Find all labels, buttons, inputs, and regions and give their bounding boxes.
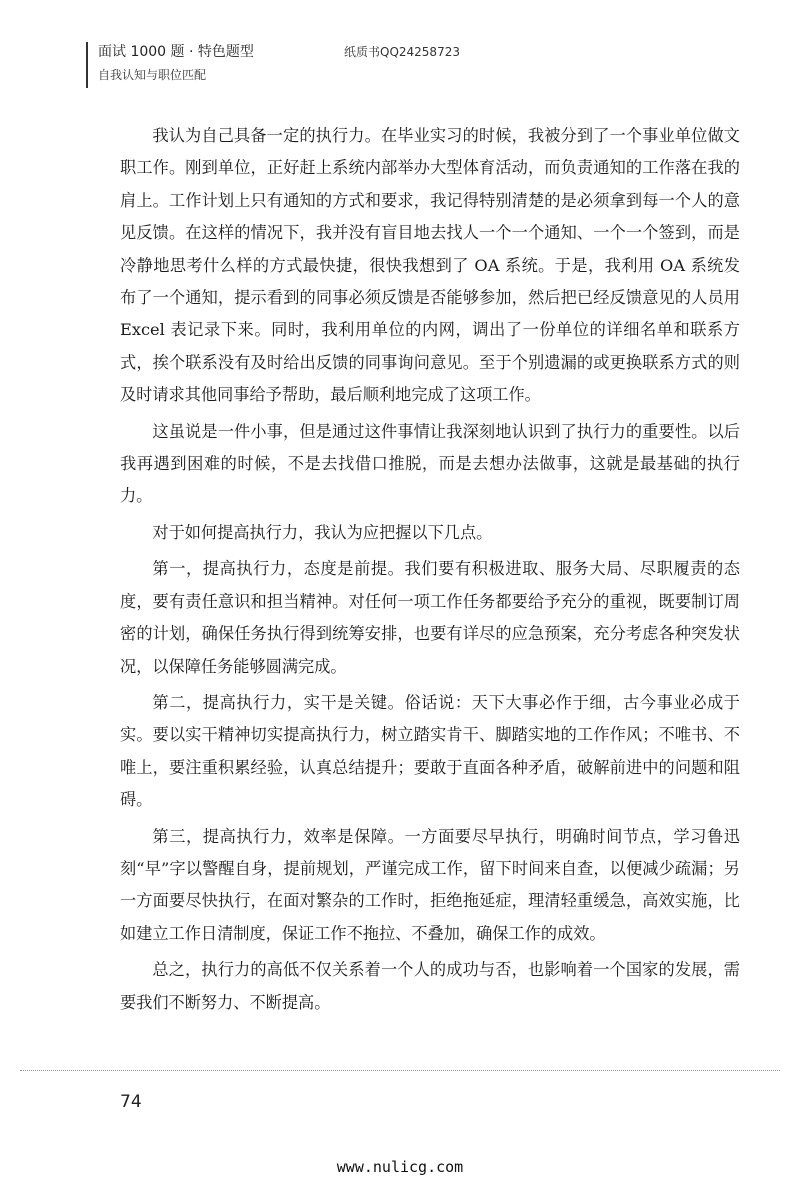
footer-divider bbox=[20, 1070, 780, 1071]
paragraph-answer: 我认为自己具备一定的执行力。在毕业实习的时候，我被分到了一个事业单位做文职工作。刚到单位，正好赶上系统内部举办大型体育活动，而负责通知的工作落在我的肩上。工作计划上只有通知的方式和要求，我记得特别清楚的是必须拿到每一个人的意见反馈。在这样的情况下，我并没有盲目地去找人一个一个通知、一个一个签到，而是冷静地思考什么样的方式最快捷，很快我想到了 OA 系统。于是，我利用 OA 系统发布了一个通知，提示看到的同事必须反馈是否能够参加，然后把已经反馈意见的人员用 Excel 表记录下来。同时，我利用单位的内网，调出了一份单位的详细名单和联系方式，挨个联系没有及时给出反馈的同事询问意见。至于个别遗漏的或更换联系方式的则及时请求其他同事给予帮助，最后顺利地完成了这项工作。 bbox=[120, 126, 740, 405]
paragraph-point-2: 第二，提高执行力，实干是关键。俗话说：天下大事必作于细，古今事业必成于实。要以实干精神切实提高执行力，树立踏实肯干、脚踏实地的工作作风；不唯书、不唯上，要注重积累经验，认真总结提升；要敢于直面各种矛盾，破解前进中的问题和阻碍。 bbox=[120, 692, 740, 810]
paragraph-point-3: 第三，提高执行力，效率是保障。一方面要尽早执行，明确时间节点，学习鲁迅刻“早”字以警醒自身，提前规划，严谨完成工作，留下时间来自查，以便减少疏漏；另一方面要尽快执行，在面对繁杂的工作时，拒绝拖延症，理清轻重缓急，高效实施，比如建立工作日清制度，保证工作不拖拉、不叠加，确保工作的成效。 bbox=[120, 826, 740, 943]
book-title: 面试 1000 题 · 特色题型 bbox=[98, 44, 254, 60]
running-header bbox=[86, 38, 606, 92]
paragraph-reflection: 这虽说是一件小事，但是通过这件事情让我深刻地认识到了执行力的重要性。以后我再遇到困难的时候，不是去找借口推脱，而是去想办法做事，这就是最基础的执行力。 bbox=[120, 421, 740, 506]
page-number: 74 bbox=[120, 1092, 142, 1112]
site-url: www.nulicg.com bbox=[336, 1158, 464, 1176]
chapter-title: 自我认知与职位匹配 bbox=[98, 68, 207, 82]
body-text bbox=[120, 120, 740, 1019]
paragraph-intro-points: 对于如何提高执行力，我认为应把握以下几点。 bbox=[152, 522, 493, 542]
watermark-text: 纸质书QQ24258723 bbox=[344, 45, 460, 59]
header-rule bbox=[86, 42, 88, 88]
paragraph-point-1: 第一，提高执行力，态度是前提。我们要有积极进取、服务大局、尽职履责的态度，要有责任意识和担当精神。对任何一项工作任务都要给予充分的重视，既要制订周密的计划，确保任务执行得到统筹安排，也要有详尽的应急预案，充分考虑各种突发状况，以保障任务能够圆满完成。 bbox=[120, 559, 740, 676]
paragraph-conclusion: 总之，执行力的高低不仅关系着一个人的成功与否，也影响着一个国家的发展，需要我们不断努力、不断提高。 bbox=[120, 960, 740, 1012]
